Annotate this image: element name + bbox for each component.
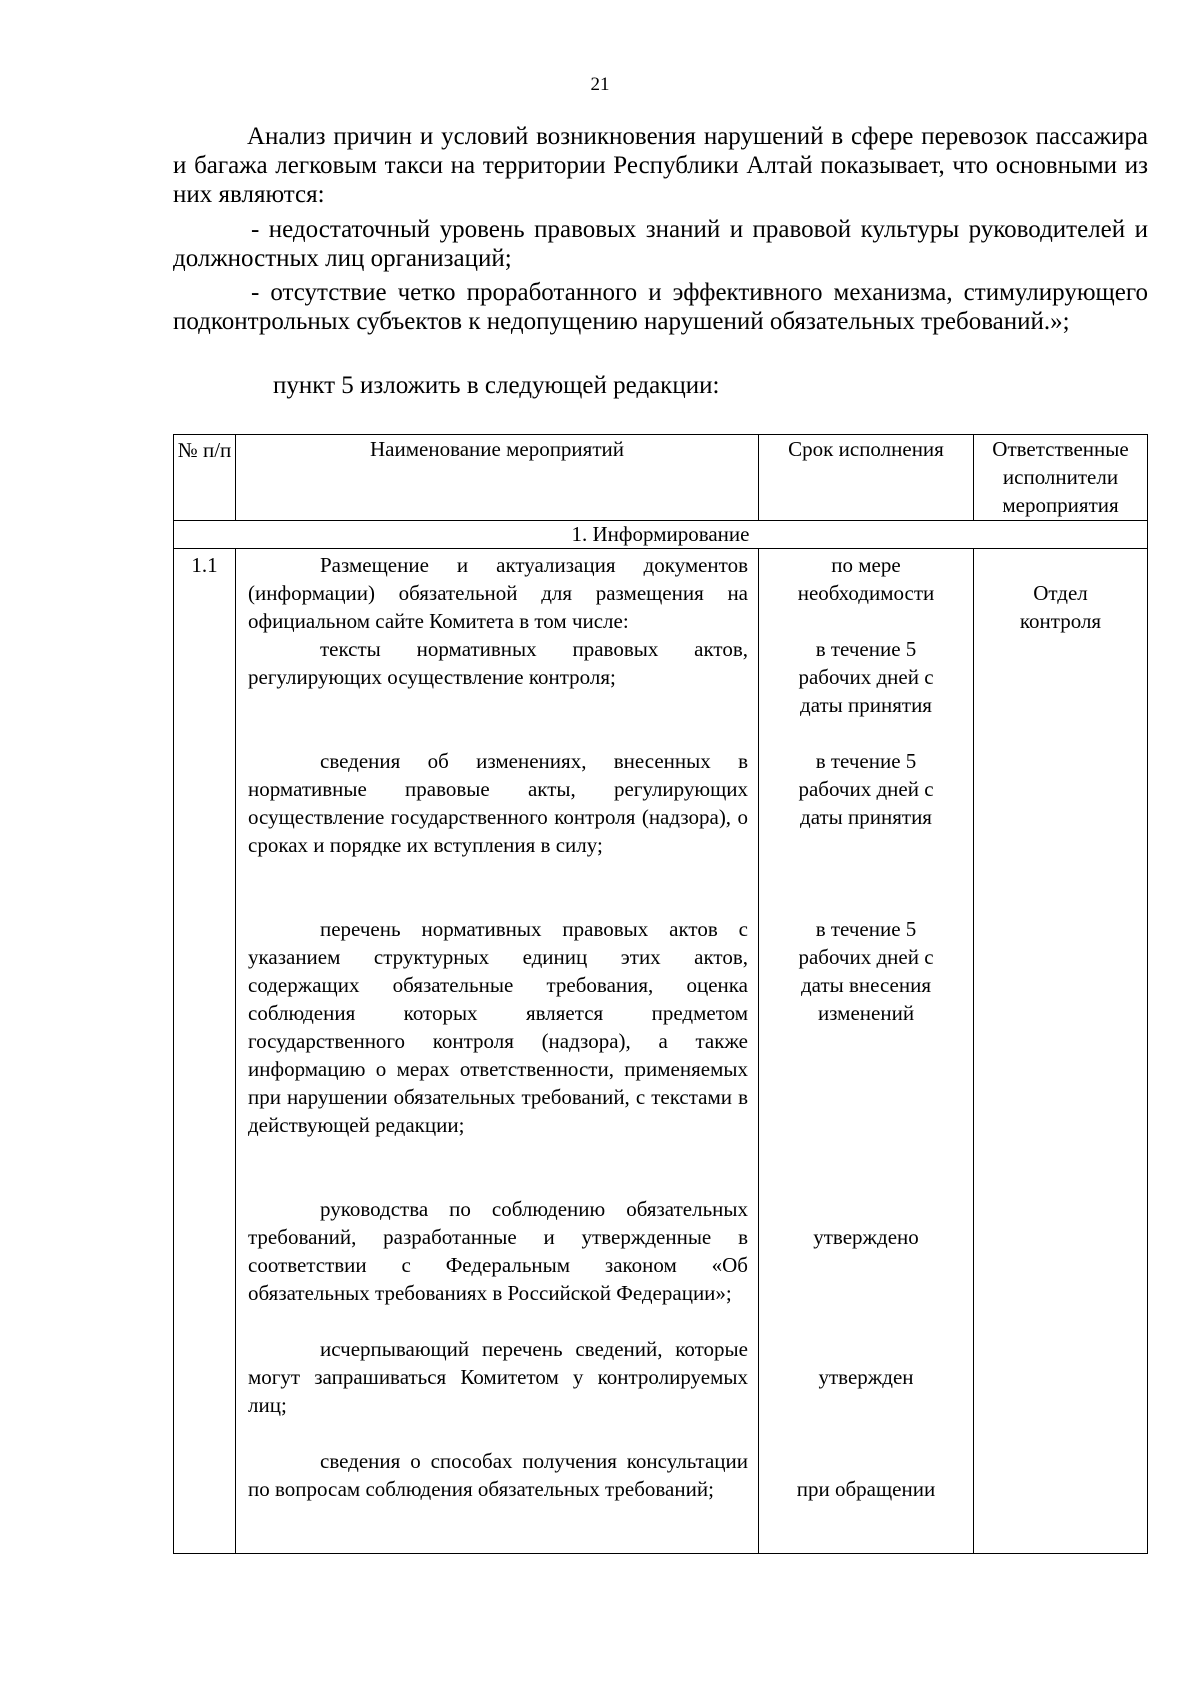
table-header-row bbox=[174, 435, 1148, 521]
activity-item: сведения об изменениях, внесенных в нормативные правовые акты, регулирующих осуществление государственного контроля (надзора), о сроках и порядке их вступления в силу; bbox=[248, 749, 748, 857]
section-title: 1. Информирование bbox=[174, 521, 1148, 549]
header-name: Наименование мероприятий bbox=[236, 435, 759, 521]
activity-item: перечень нормативных правовых актов с указанием структурных единиц этих актов, содержащих обязательные требования, оценка соблюдения которых является предметом государственного контроля (надзора), а также информацию о мерах ответственности, применяемых при нарушении обязательных требований, с текстами в действующей редакции; bbox=[248, 917, 748, 1137]
term-item: по мере необходимости bbox=[797, 553, 935, 605]
term-item: в течение 5 рабочих дней с даты внесения изменений bbox=[798, 917, 934, 1025]
activity-item: тексты нормативных правовых актов, регулирующих осуществление контроля; bbox=[248, 637, 748, 689]
intro-bullet-1: - недостаточный уровень правовых знаний и правовой культуры руководителей и должностных лиц организаций; bbox=[173, 216, 1148, 272]
header-num: № п/п bbox=[174, 435, 236, 521]
activity-item: руководства по соблюдению обязательных требований, разработанные и утвержденные в соответствии с Федеральным законом «Об обязательных требованиях в Российской Федерации»; bbox=[248, 1197, 748, 1305]
amendment-paragraph: пункт 5 изложить в следующей редакции: bbox=[273, 372, 720, 399]
intro-bullet-2: - отсутствие четко проработанного и эффективного механизма, стимулирующего подконтрольных субъектов к недопущению нарушений обязательных требований.»; bbox=[173, 279, 1148, 335]
activity-item: исчерпывающий перечень сведений, которые могут запрашиваться Комитетом у контролируемых лиц; bbox=[248, 1337, 748, 1417]
intro-paragraph: Анализ причин и условий возникновения нарушений в сфере перевозок пассажира и багажа легковым такси на территории Республики Алтай показывает, что основными из них являются: bbox=[173, 123, 1148, 208]
table-row bbox=[174, 549, 1148, 1554]
responsible-cell bbox=[974, 549, 1148, 1554]
row-number: 1.1 bbox=[174, 549, 236, 1554]
header-term: Срок исполнения bbox=[759, 435, 974, 521]
activities-cell bbox=[236, 549, 759, 1554]
term-item: утверждено bbox=[813, 1225, 919, 1249]
activities-table bbox=[173, 434, 1148, 1554]
activity-item: сведения о способах получения консультации по вопросам соблюдения обязательных требований; bbox=[248, 1449, 748, 1501]
responsible-text: Отдел контроля bbox=[1019, 581, 1102, 633]
term-item: в течение 5 рабочих дней с даты принятия bbox=[798, 749, 934, 829]
page-number: 21 bbox=[590, 74, 610, 95]
section-row bbox=[174, 521, 1148, 549]
term-item: в течение 5 рабочих дней с даты принятия bbox=[798, 637, 934, 717]
term-item: при обращении bbox=[796, 1477, 936, 1501]
terms-cell bbox=[759, 549, 974, 1554]
term-item: утвержден bbox=[818, 1365, 914, 1389]
header-responsible: Ответственные исполнители мероприятия bbox=[974, 435, 1148, 521]
activity-item: Размещение и актуализация документов (информации) обязательной для размещения на официальном сайте Комитета в том числе: bbox=[248, 553, 748, 633]
